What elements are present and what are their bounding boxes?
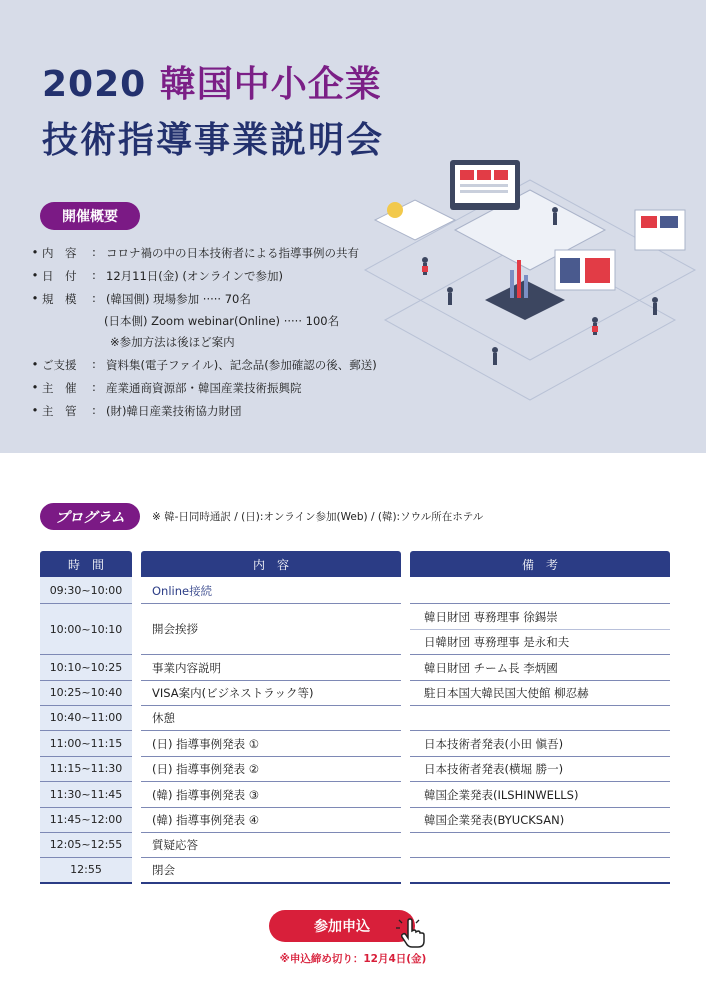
table-row-note: 韓日財団 チーム長 李炳國 [424, 660, 558, 675]
overview-scale-note: ※参加方法は後ほど案内 [110, 335, 235, 349]
overview-item-content: • 内 容 : コロナ禍の中の日本技術者による指導事例の共有 [31, 245, 359, 260]
hand-cursor-icon [394, 917, 430, 949]
table-row-time: 11:15~11:30 [40, 756, 132, 781]
table-row-note: 韓日財団 専務理事 徐錫崇 [424, 609, 558, 624]
table-row-time: 12:55 [40, 857, 132, 882]
table-row-content: 開会挨拶 [152, 622, 198, 636]
table-row-content: (日) 指導事例発表 ① [152, 736, 260, 751]
program-note: ※ 韓-日同時通訳 / (日):オンライン参加(Web) / (韓):ソウル所在ホテル [152, 511, 484, 523]
apply-button[interactable]: 参加申込 [269, 910, 415, 942]
table-header-time: 時 間 [40, 551, 132, 577]
title-year: 2020 [42, 64, 147, 105]
overview-item-date: • 日 付 : 12月11日(金) (オンラインで参加) [31, 268, 284, 283]
deadline-note: ※申込締め切り：12月4日(金) [279, 953, 427, 965]
title-accent: 韓国中小企業 [159, 64, 382, 105]
table-row-note: 日本技術者発表(横堀 勝一) [424, 761, 564, 776]
table-row-content: Online接続 [152, 583, 213, 598]
table-row-time: 10:10~10:25 [40, 655, 132, 680]
table-row-content: (韓) 指導事例発表 ④ [152, 812, 260, 827]
table-row-content: 事業内容説明 [152, 660, 221, 675]
page-subtitle: 技術指導事業説明会 [42, 120, 385, 161]
table-row-note: 駐日本国大韓民国大使館 柳忍赫 [424, 685, 589, 700]
table-row-time: 10:00~10:10 [40, 604, 132, 654]
overview-item-scale: • 規 模 : (韓国側) 現場参加 ····· 70名 [31, 291, 251, 306]
table-header-notes: 備 考 [410, 551, 670, 577]
table-row-note: 韓国企業発表(ILSHINWELLS) [424, 787, 579, 802]
overview-item-organizer: • 主 管 : (財)韓日産業技術協力財団 [31, 403, 242, 418]
table-row-content: 質疑応答 [152, 837, 198, 852]
table-row-note: 韓国企業発表(BYUCKSAN) [424, 812, 565, 827]
overview-badge: 開催概要 [40, 202, 140, 230]
table-row-time: 11:45~12:00 [40, 807, 132, 832]
table-row-time: 11:30~11:45 [40, 782, 132, 807]
table-row-time: 09:30~10:00 [40, 578, 132, 603]
overview-item-host: • 主 催 : 産業通商資源部・韓国産業技術振興院 [31, 380, 302, 395]
table-row-time: 10:40~11:00 [40, 705, 132, 730]
table-row-content: (日) 指導事例発表 ② [152, 761, 260, 776]
table-row-content: (韓) 指導事例発表 ③ [152, 787, 260, 802]
table-row-content: 休憩 [152, 710, 175, 725]
hero-section [0, 0, 706, 453]
program-badge: プログラム [40, 503, 140, 530]
table-row-note: 日韓財団 専務理事 是永和夫 [424, 634, 570, 649]
table-row-note: 日本技術者発表(小田 愼吾) [424, 736, 564, 751]
overview-scale-line2: (日本側) Zoom webinar(Online) ····· 100名 [104, 314, 340, 328]
table-row-time: 11:00~11:15 [40, 731, 132, 756]
isometric-office-illustration [355, 150, 705, 450]
table-row-time: 12:05~12:55 [40, 832, 132, 857]
table-row-time: 10:25~10:40 [40, 680, 132, 705]
overview-item-support: • ご支援 : 資料集(電子ファイル)、記念品(参加確認の後、郵送) [31, 357, 377, 372]
table-row-content: VISA案内(ビジネストラック等) [152, 685, 314, 700]
table-row-content: 閉会 [152, 862, 175, 877]
table-header-content: 内 容 [141, 551, 401, 577]
page-title [42, 56, 382, 107]
